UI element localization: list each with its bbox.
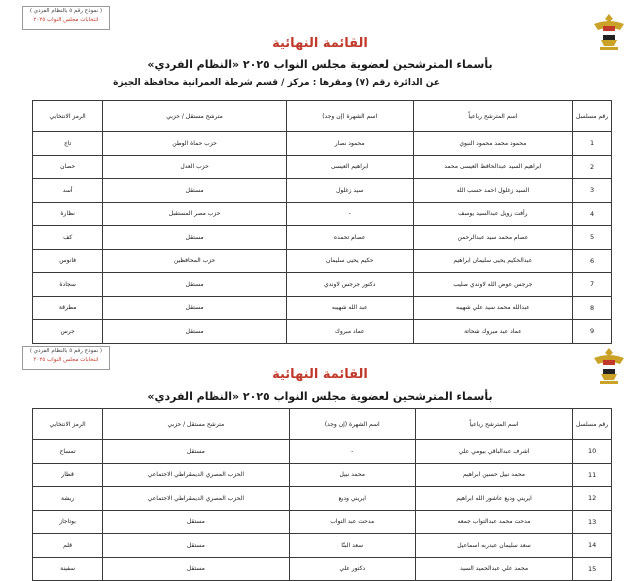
cell-electoral-symbol: فانوس <box>33 249 103 273</box>
cell-fame-name: دكتور علي <box>289 557 415 581</box>
cell-candidate-name: جرجس عوض الله لاوندي صليب <box>413 273 573 297</box>
cell-electoral-symbol: سجادة <box>33 273 103 297</box>
cell-candidate-name: عبدالحكيم يحيى سليمان ابراهيم <box>413 249 573 273</box>
table-row <box>33 534 612 558</box>
cell-fame-name: محمد نبيل <box>289 463 415 487</box>
header-fame: اسم الشهرة (إن وجد) <box>286 101 413 132</box>
cell-candidate-name: سعد سليمان عبدربه اسماعيل <box>415 534 572 558</box>
cell-candidate-name: عصام محمد سيد عبدالرحمن <box>413 226 573 250</box>
cell-party: حزب حماة الوطن <box>103 132 287 156</box>
final-list-title: القائمة النهائية <box>272 36 368 51</box>
header-serial: رقم مسلسل <box>573 409 612 440</box>
cell-serial: 13 <box>573 510 612 534</box>
cell-electoral-symbol: جرس <box>33 320 103 344</box>
candidates-table-page-1 <box>32 100 612 344</box>
candidates-names-title: بأسماء المترشحين لعضوية مجلس النواب ٢٠٢٥ «النظام الفردي» <box>147 58 493 71</box>
cell-electoral-symbol: كف <box>33 226 103 250</box>
cell-candidate-name: ايريني وديع عاشور الله ابراهيم <box>415 487 572 511</box>
cell-fame-name: مدحت عبد التواب <box>289 510 415 534</box>
cell-serial: 12 <box>573 487 612 511</box>
cell-serial: 10 <box>573 440 612 464</box>
cell-candidate-name: رأفت رويل عبدالسيد يوسف <box>413 202 573 226</box>
cell-fame-name: حكيم يحيى سليمان <box>286 249 413 273</box>
table-row <box>33 226 612 250</box>
cell-candidate-name: عماد عيد مبروك شحاتة <box>413 320 573 344</box>
cell-party: مستقل <box>103 557 289 581</box>
cell-candidate-name: اشرف عبدالباقي بيومي علي <box>415 440 572 464</box>
cell-party: مستقل <box>103 226 287 250</box>
form-note-title: ( نموذج رقم ٥ بالنظام الفردي ) <box>29 8 103 14</box>
document-page-2 <box>0 340 640 573</box>
header-name: اسم المترشح رباعياً <box>415 409 572 440</box>
cell-electoral-symbol: بوتاجاز <box>33 510 103 534</box>
cell-candidate-name: محمود محمد محمود النبوي <box>413 132 573 156</box>
table-header-row <box>33 409 612 440</box>
district-line: عن الدائرة رقم (٧) ومقرها : مركز / قسم شرطة العمرانية محافظة الجيزة <box>113 78 440 88</box>
cell-fame-name: ابراهيم العيسى <box>286 155 413 179</box>
cell-electoral-symbol: أسد <box>33 179 103 203</box>
cell-electoral-symbol: نظارة <box>33 202 103 226</box>
final-list-title: القائمة النهائية <box>272 367 368 382</box>
cell-party: حزب مصر المستقبل <box>103 202 287 226</box>
table-row <box>33 179 612 203</box>
table-row <box>33 155 612 179</box>
cell-fame-name: سعد البنّا <box>289 534 415 558</box>
cell-candidate-name: ابراهيم السيد عبدالحافظ العيسى محمد <box>413 155 573 179</box>
header-fame: اسم الشهرة (إن وجد) <box>289 409 415 440</box>
cell-electoral-symbol: سفينة <box>33 557 103 581</box>
cell-serial: 1 <box>573 132 612 156</box>
form-note-box <box>22 6 110 30</box>
cell-fame-name: محمود نصار <box>286 132 413 156</box>
cell-serial: 14 <box>573 534 612 558</box>
table-row <box>33 510 612 534</box>
header-party: مترشح مستقل / حزبي <box>103 409 289 440</box>
cell-candidate-name: محمد نبيل حسين ابراهيم <box>415 463 572 487</box>
cell-fame-name: عماد مبروك <box>286 320 413 344</box>
header-name: اسم المترشح رباعياً <box>413 101 573 132</box>
cell-electoral-symbol: مطرقة <box>33 296 103 320</box>
table-row <box>33 202 612 226</box>
table-row <box>33 463 612 487</box>
cell-serial: 5 <box>573 226 612 250</box>
cell-party: مستقل <box>103 534 289 558</box>
cell-serial: 8 <box>573 296 612 320</box>
cell-serial: 4 <box>573 202 612 226</box>
cell-serial: 2 <box>573 155 612 179</box>
cell-party: مستقل <box>103 273 287 297</box>
cell-fame-name: ايريني وديع <box>289 487 415 511</box>
candidates-table-page-2 <box>32 408 612 581</box>
cell-electoral-symbol: تمساح <box>33 440 103 464</box>
table-row <box>33 132 612 156</box>
cell-candidate-name: عبدالله محمد سيد علي شهيبه <box>413 296 573 320</box>
rows-page-2 <box>33 440 612 581</box>
cell-fame-name: - <box>286 202 413 226</box>
form-note-title: ( نموذج رقم ٥ بالنظام الفردي ) <box>29 348 103 354</box>
cell-electoral-symbol: حصان <box>33 155 103 179</box>
cell-party: مستقل <box>103 296 287 320</box>
table-row <box>33 296 612 320</box>
header-symbol: الرمز الانتخابي <box>33 409 103 440</box>
cell-serial: 9 <box>573 320 612 344</box>
cell-party: مستقل <box>103 179 287 203</box>
cell-fame-name: عبد الله شهيبه <box>286 296 413 320</box>
form-note-subtitle: انتخابات مجلس النواب ٢٠٢٥ <box>33 17 99 23</box>
table-row <box>33 487 612 511</box>
cell-party: الحزب المصري الديمقراطي الاجتماعي <box>103 463 289 487</box>
cell-party: مستقل <box>103 320 287 344</box>
cell-candidate-name: محمد علي عبدالحميد السيد <box>415 557 572 581</box>
table-row <box>33 249 612 273</box>
cell-fame-name: عصام تحمده <box>286 226 413 250</box>
cell-electoral-symbol: ريشة <box>33 487 103 511</box>
cell-fame-name: دكتور جرجس لاوندي <box>286 273 413 297</box>
cell-electoral-symbol: قلم <box>33 534 103 558</box>
cell-serial: 7 <box>573 273 612 297</box>
cell-serial: 6 <box>573 249 612 273</box>
cell-candidate-name: مدحت محمد عبدالتواب جمعه <box>415 510 572 534</box>
table-row <box>33 557 612 581</box>
table-row <box>33 440 612 464</box>
cell-serial: 3 <box>573 179 612 203</box>
rows-page-1 <box>33 132 612 344</box>
cell-electoral-symbol: تاج <box>33 132 103 156</box>
cell-candidate-name: السيد زغلول احمد حسب الله <box>413 179 573 203</box>
cell-party: الحزب المصري الديمقراطي الاجتماعي <box>103 487 289 511</box>
cell-party: مستقل <box>103 440 289 464</box>
cell-serial: 11 <box>573 463 612 487</box>
header-party: مترشح مستقل / حزبي <box>103 101 287 132</box>
cell-fame-name: سيد زغلول <box>286 179 413 203</box>
header-symbol: الرمز الانتخابي <box>33 101 103 132</box>
table-header-row <box>33 101 612 132</box>
cell-party: مستقل <box>103 510 289 534</box>
header-serial: رقم مسلسل <box>573 101 612 132</box>
cell-serial: 15 <box>573 557 612 581</box>
cell-electoral-symbol: قطار <box>33 463 103 487</box>
candidates-names-title: بأسماء المترشحين لعضوية مجلس النواب ٢٠٢٥ «النظام الفردي» <box>147 390 493 403</box>
table-row <box>33 273 612 297</box>
cell-fame-name: - <box>289 440 415 464</box>
cell-party: حزب العدل <box>103 155 287 179</box>
form-note-subtitle: انتخابات مجلس النواب ٢٠٢٥ <box>33 357 99 363</box>
cell-party: حزب المحافظين <box>103 249 287 273</box>
